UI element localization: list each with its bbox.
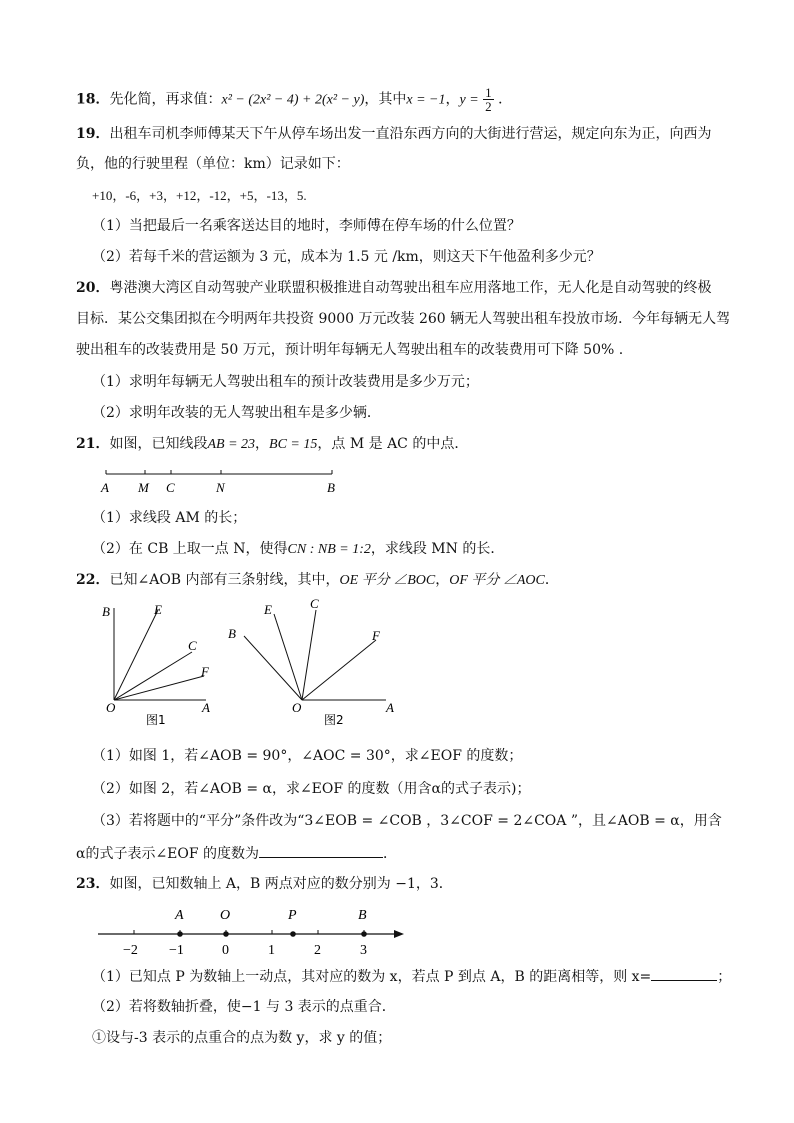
- fig2-label-b: B: [228, 626, 236, 641]
- q22-p3-end: ．: [383, 846, 398, 862]
- fig2-label-c: C: [310, 596, 319, 611]
- q21-part1: （1）求线段 AM 的长；: [92, 510, 247, 526]
- q21-label-b: B: [327, 480, 335, 495]
- q22-part1: （1）如图 1，若∠AOB = 90°，∠AOC = 30°，求∠EOF 的度数；: [92, 748, 523, 764]
- tick-label-0: 0: [222, 943, 229, 958]
- q18-frac-denominator: 2: [485, 99, 492, 114]
- q20-line2: 目标．某公交集团拟在今明两年共投资 9000 万元改装 260 辆无人驾驶出租车投放市场．今年每辆无人驾: [76, 311, 731, 327]
- q19-part1: （1）当把最后一名乘客送达目的地时，李师傅在停车场的什么位置？: [92, 218, 521, 234]
- q22-part3-line1: （3）若将题中的“平分”条件改为“3∠EOB = ∠COB ，3∠COF = 2∠COA ”，且∠AOB = α，用含: [92, 813, 722, 829]
- q23-part1: [92, 966, 731, 987]
- q23-p1-end: ；: [717, 969, 732, 985]
- tick-label-2: 2: [314, 943, 321, 958]
- q21-p2-ratio: CN : NB = 1:2: [287, 542, 371, 557]
- q19-line1: [76, 124, 711, 144]
- point-o-dot: [223, 931, 229, 937]
- fig2-ray-of: [302, 640, 376, 700]
- label-o: O: [220, 908, 231, 923]
- fig2-caption: 图2: [324, 713, 344, 727]
- q19-number: 19．: [76, 126, 110, 142]
- q23-number-line: [96, 904, 416, 960]
- q20-part2: （2）求明年改装的无人驾驶出租车是多少辆．: [92, 405, 381, 421]
- q21-sep: ，: [255, 436, 270, 452]
- point-p-dot: [290, 931, 296, 937]
- q20-number: 20．: [76, 280, 110, 296]
- q18-line: [76, 86, 512, 113]
- q22-line: [76, 570, 559, 591]
- tick-label-1: 1: [268, 943, 275, 958]
- q18-end: ．: [498, 91, 513, 108]
- label-a: A: [175, 908, 184, 923]
- q18-given-x: x = −1: [406, 92, 446, 108]
- q22-number: 22．: [76, 572, 110, 588]
- q18-prefix: 先化简，再求值：: [109, 91, 222, 108]
- q22-oe: OE 平分 ∠BOC: [339, 573, 436, 588]
- label-p: P: [288, 908, 297, 923]
- q21-text-b: ，点 M 是 AC 的中点．: [317, 436, 469, 452]
- q21-p2-a: （2）在 CB 上取一点 N，使得: [92, 541, 288, 557]
- q18-frac-numerator: 1: [485, 85, 492, 100]
- q20-line1: [76, 278, 711, 298]
- q22-sep: ，: [435, 572, 450, 588]
- q19-data: +10，-6，+3，+12，-12，+5，-13，5.: [92, 188, 307, 203]
- fig2-ray-oc: [302, 610, 316, 700]
- tick-label-neg1: −1: [169, 943, 184, 958]
- q23-part2: （2）若将数轴折叠，使−1 与 3 表示的点重合．: [92, 999, 396, 1015]
- q21-label-c: C: [166, 480, 175, 495]
- fig1-label-f: F: [201, 664, 209, 679]
- q22-figure-1: [96, 596, 226, 728]
- fig2-label-o: O: [292, 700, 302, 715]
- q18-fraction: [483, 86, 494, 113]
- fig1-label-o: O: [106, 700, 116, 715]
- q23-number: 23．: [76, 876, 110, 892]
- fig1-label-e: E: [154, 602, 162, 617]
- q22-part2: （2）如图 2，若∠AOB = α，求∠EOF 的度数（用含α的式子表示)；: [92, 781, 531, 797]
- q20-line3: 驶出租车的改装费用是 50 万元，预计明年每辆无人驾驶出租车的改装费用可下降 50% .: [76, 342, 624, 358]
- fig1-label-b: B: [102, 604, 110, 619]
- q21-part2: [92, 539, 504, 560]
- q21-number: 21．: [76, 436, 110, 452]
- q22-text-a: 已知∠AOB 内部有三条射线，其中，: [109, 572, 340, 588]
- fig1-label-a: A: [202, 700, 210, 715]
- q22-of: OF 平分 ∠AOC: [449, 573, 545, 588]
- q22-answer-blank: [259, 843, 383, 858]
- q21-text-a: 如图，已知线段: [109, 436, 208, 452]
- fig1-caption: 图1: [146, 713, 166, 727]
- q18-sep: ，: [445, 91, 460, 108]
- q18-expression: x² − (2x² − 4) + 2(x² − y): [221, 92, 365, 108]
- q21-segment-figure: [96, 466, 346, 498]
- q21-p2-b: ，求线段 MN 的长．: [370, 541, 505, 557]
- tick-label-neg2: −2: [123, 943, 138, 958]
- q22-end: ．: [544, 572, 559, 588]
- point-a-dot: [177, 931, 183, 937]
- q21-label-n: N: [216, 480, 225, 495]
- q22-figure-2: [226, 596, 406, 728]
- q23-line: [76, 874, 453, 894]
- q21-line: [76, 434, 468, 455]
- fig2-ray-oe: [274, 614, 302, 700]
- axis-arrow: [394, 930, 404, 938]
- tick-label-3: 3: [360, 943, 367, 958]
- fig1-ray-of: [114, 676, 204, 700]
- fig1-label-c: C: [188, 638, 197, 653]
- q23-text: 如图，已知数轴上 A，B 两点对应的数分别为 −1，3．: [109, 876, 453, 892]
- q18-given-prefix: ，其中: [364, 91, 407, 108]
- q20-text1: 粤港澳大湾区自动驾驶产业联盟积极推进自动驾驶出租车应用落地工作，无人化是自动驾驶的终极: [109, 280, 712, 296]
- label-b: B: [358, 908, 367, 923]
- q22-part3-line2: [76, 843, 397, 864]
- q18-number: 18．: [76, 91, 110, 108]
- q21-ab: AB = 23: [207, 437, 256, 452]
- fig2-label-a: A: [386, 700, 394, 715]
- fig2-label-f: F: [372, 628, 380, 643]
- fig2-label-e: E: [264, 602, 272, 617]
- q21-bc: BC = 15: [269, 437, 318, 452]
- q21-label-a: A: [101, 480, 109, 495]
- q23-subpart1: ①设与-3 表示的点重合的点为数 y，求 y 的值；: [92, 1030, 392, 1046]
- q18-given-y: y =: [459, 92, 479, 108]
- q19-line2: 负，他的行驶里程（单位：km）记录如下：: [76, 156, 350, 172]
- q19-part2: （2）若每千米的营运额为 3 元，成本为 1.5 元 /km，则这天下午他盈利多少元？: [92, 249, 601, 265]
- fig2-ray-ob: [244, 636, 302, 700]
- q20-part1: （1）求明年每辆无人驾驶出租车的预计改装费用是多少万元；: [92, 374, 479, 390]
- q23-answer-blank: [651, 966, 717, 981]
- q19-text1: 出租车司机李师傅某天下午从停车场出发一直沿东西方向的大街进行营运，规定向东为正，向西为: [109, 126, 712, 142]
- q22-p3-b: α的式子表示∠EOF 的度数为: [76, 846, 260, 862]
- point-b-dot: [361, 931, 367, 937]
- q21-label-m: M: [138, 480, 149, 495]
- q23-p1-text: （1）已知点 P 为数轴上一动点，其对应的数为 x，若点 P 到点 A，B 的距离相等，则 x=: [92, 969, 652, 985]
